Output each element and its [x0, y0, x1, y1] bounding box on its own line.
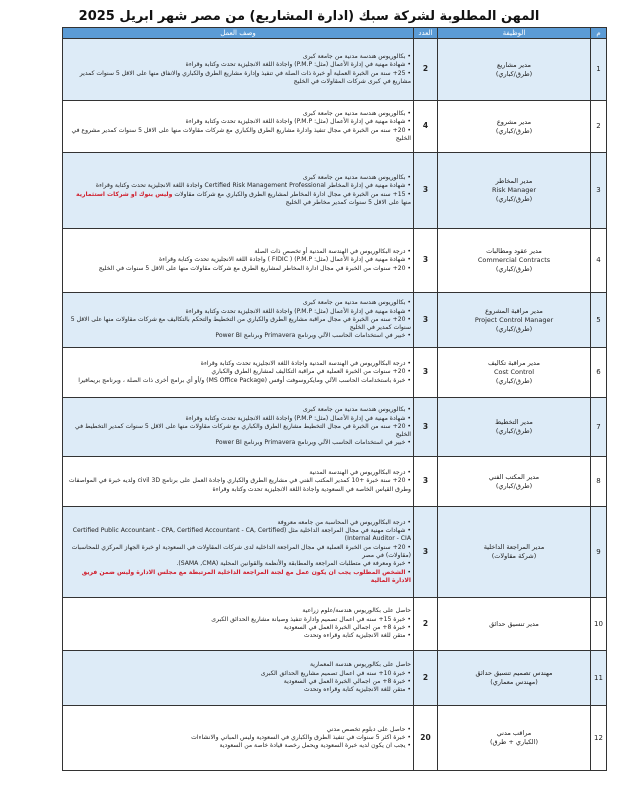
- job-title: [438, 229, 591, 293]
- row-number: 12: [591, 706, 607, 771]
- description-item: • شهادات مهنية في مجال المراجعة الداخلية مثل (Certified Public Accountant - CPA, Certified Accountant - CA, Certified Internal Auditor - CIA): [65, 527, 411, 544]
- job-title-line: مدير المراجعة الداخلية: [483, 543, 545, 551]
- row-number: 6: [591, 348, 607, 398]
- job-title-line: (طرق/كباري): [495, 427, 533, 435]
- table-row: [63, 293, 607, 348]
- table-row: [63, 229, 607, 293]
- job-description: [63, 101, 414, 153]
- description-item: • خبرة باستخدامات الحاسب الآلي ومايكروسوفت أوفس (MS Office Package) و/أو أي برامج أخرى ذات الصلة ، وبرنامج بريمافيرا: [65, 377, 411, 385]
- row-number: 9: [591, 507, 607, 598]
- table-row: [63, 398, 607, 457]
- description-item: • بكالوريوس هندسة مدنية من جامعة كبرى: [65, 53, 411, 61]
- job-title-line: مدير المخاطر: [495, 177, 533, 185]
- header-num: م: [591, 28, 607, 39]
- job-title-line: Project Control Manager: [474, 315, 554, 324]
- job-count: 2: [414, 39, 438, 101]
- job-title: [438, 706, 591, 771]
- row-number: 1: [591, 39, 607, 101]
- description-item: • شهادة مهنية في إدارة الأعمال (مثل: P.M.P) واجادة اللغة الانجليزية تحدث وكتابة وقراءة: [65, 118, 411, 126]
- description-item: • شهادة مهنية في إدارة الأعمال (مثل: P.M.P) واجادة اللغة الانجليزية تحدث وكتابة وقراءة: [65, 415, 411, 423]
- job-count: 3: [414, 293, 438, 348]
- table-row: [63, 101, 607, 153]
- job-title-line: مدير تنسيق حدائق: [489, 619, 539, 628]
- job-title: [438, 457, 591, 507]
- description-item: • خبير في استخدامات الحاسب الآلي وبرنامج Primavera وبرنامج Power BI: [65, 439, 411, 447]
- description-item: • خبرة ومعرفة في متطلبات المراجعة والمطابقة والأنظمة والقوانين المحلية (SAMA ,CMA).: [65, 560, 411, 568]
- description-item: • خبرة 10+ سنه في اعمال تصميم مشاريع الحدائق الكبرى: [65, 670, 411, 678]
- table-header-row: [63, 28, 607, 39]
- job-title-line: مدير عقود ومطالبات: [486, 247, 542, 255]
- row-number: 10: [591, 598, 607, 651]
- job-count: 3: [414, 153, 438, 229]
- job-count: 3: [414, 507, 438, 598]
- job-title-line: مدير مراقبة المشروع: [485, 306, 543, 315]
- job-title-line: Cost Control: [493, 368, 534, 376]
- job-description: [63, 507, 414, 598]
- job-title-line: مدير المكتب الفني: [488, 472, 540, 481]
- header-count: العدد: [414, 28, 438, 39]
- job-title-line: Risk Manager: [491, 186, 537, 194]
- description-item: • يجب ان يكون لديه خبرة السعودية ويحمل رخصة قيادة خاصة من السعودية: [65, 742, 411, 750]
- row-number: 7: [591, 398, 607, 457]
- job-count: 2: [414, 651, 438, 706]
- page-title: المهن المطلوبة لشركة سبك (ادارة المشاريع) من مصر شهر ابريل 2025: [78, 9, 540, 24]
- table-row: [63, 39, 607, 101]
- job-count: 2: [414, 598, 438, 651]
- job-title-line: (طرق/كباري): [495, 195, 533, 203]
- description-item: • 20+ سنوات من الخبرة العملية في مراقبة التكاليف لمشاريع الطرق والكباري: [65, 368, 411, 376]
- header-desc: وصف العمل: [63, 28, 414, 39]
- description-item: • 20+ سنه من الخبرة في مجال التخطيط مشاريع الطرق والكباري مع شركات مقاولات منها على الاقل 5 سنوات كمدير التخطيط في الخليج: [65, 423, 411, 440]
- job-title: [438, 651, 591, 706]
- job-title-line: مدير مراقبة تكاليف: [488, 359, 540, 367]
- highlighted-requirement: وليس بنوك او شركات استثمارية: [76, 190, 173, 198]
- description-item: • 20+ سنه من الخبرة في مجال مراقبة مشاريع الطرق والكباري من التخطيط والتحكم بالتكاليف مع شركات مقاولات منها على الاقل 5 سنوات كمدير في الخليج: [65, 316, 411, 333]
- row-number: 2: [591, 101, 607, 153]
- job-count: 3: [414, 457, 438, 507]
- job-title-line: (شركة مقاولات): [491, 552, 537, 560]
- description-item: • خبير في استخدامات الحاسب الآلي وبرنامج Primavera وبرنامج Power BI: [65, 332, 411, 340]
- job-description: [63, 651, 414, 706]
- job-description: [63, 706, 414, 771]
- description-item: • شهادة مهنية في إدارة الأعمال (مثل: P.M.P) ( FIDIC ) واجادة اللغة الانجليزية تحدث وكتابة وقراءة: [65, 256, 411, 264]
- job-title-line: Commercial Contracts: [477, 256, 551, 264]
- description-item: • درجة البكالوريوس في الهندسة المدنية أو تخصص ذات الصلة: [65, 248, 411, 256]
- job-description: [63, 39, 414, 101]
- jobs-table: [62, 27, 607, 771]
- job-description: [63, 229, 414, 293]
- table-row: [63, 598, 607, 651]
- highlighted-requirement: الشخص المطلوب يجب ان يكون عمل مع لجنة المراجعة الداخلية المرتبطة مع مجلس الادارة وليس ضمن فريق الادارة المالية: [81, 568, 411, 584]
- job-title-line: (الكباري + طرق): [490, 738, 538, 746]
- job-count: 3: [414, 229, 438, 293]
- description-item: [65, 569, 411, 586]
- description-item: • شهادة مهنية في إدارة الأعمال (مثل: P.M.P) واجادة اللغة الانجليزية تحدث وكتابة وقراءة: [65, 308, 411, 316]
- description-item: • 20+ سنه من الخبرة في مجال تنفيذ وادارة مشاريع الطرق والكباري مع شركات مقاولات منها على الاقل 5 سنوات كمدير مشروع في الخليج: [65, 127, 411, 144]
- job-description: [63, 598, 414, 651]
- job-title-line: (مهندس معماري): [490, 678, 538, 686]
- job-title-line: مراقب مدني: [496, 729, 532, 737]
- description-item: • بكالوريوس هندسة مدنية من جامعة كبرى: [65, 406, 411, 414]
- description-item: • درجة البكالوريوس في الهندسة المدنية واجادة اللغة الانجليزية تحدث وكتابة وقراءة: [65, 360, 411, 368]
- description-item: • متقن للغة الانجليزية كتابة وقراءه وتحدث: [65, 632, 411, 640]
- description-item: • بكالوريوس هندسة مدنية من جامعة كبرى: [65, 110, 411, 118]
- job-title-line: (طرق/كباري): [495, 324, 533, 333]
- description-item: • درجة البكالوريوس في المحاسبة من جامعه معروفة: [65, 519, 411, 527]
- job-title: [438, 348, 591, 398]
- row-number: 11: [591, 651, 607, 706]
- description-item: • 20+ سنة خبرة +10 كمدير المكتب الفني في مشاريع الطرق والكباري واجادة العمل على برنامج civil 3D ولديه خبرة في المواصفات وطرق القياس الخاصة في السعودية واجادة اللغة الانجليزية تحدث وكتابة وقراءة: [65, 477, 411, 494]
- description-item: • حاصل على دبلوم تخصص مدني: [65, 726, 411, 734]
- job-title-line: (طرق/كباري): [495, 265, 533, 273]
- description-item: • خبرة 15+ سنه في اعمال تصميم وادارة تنفيذ وصيانة مشاريع الحدائق الكبرى: [65, 616, 411, 624]
- description-item: • درجة البكالوريوس في الهندسة المدنية: [65, 469, 411, 477]
- job-count: 20: [414, 706, 438, 771]
- job-title: [438, 293, 591, 348]
- description-item: • متقن للغة الانجليزية كتابة وقراءه وتحدث: [65, 686, 411, 694]
- job-title-line: مهندس تصميم تنسيق حدائق: [475, 669, 553, 677]
- table-row: [63, 507, 607, 598]
- job-title-line: (طرق/كباري): [495, 126, 533, 135]
- job-title: [438, 398, 591, 457]
- row-number: 3: [591, 153, 607, 229]
- job-title-line: (طرق/كباري): [495, 69, 533, 78]
- description-item: • 15+ سنه من الخبرة في مجال ادارة المخاطر لمشاريع الطرق والكباري مع شركات مقاولات وليس بنوك او شركات استثمارية منها على الاقل 5 سنوات كمدير مخاطر في الخليج: [65, 191, 411, 208]
- description-item: • 20+ سنوات من الخبرة العملية في مجال المراجعة الداخلية لدى شركات المقاولات في السعودية او خبرة الجهاز المركزي للمحاسبات (مقاولات) في مصر: [65, 544, 411, 561]
- description-item: حاصل على بكالوريوس هندسة/علوم زراعية: [302, 607, 411, 615]
- table-row: [63, 706, 607, 771]
- description-item: • شهادة مهنية في إدارة الأعمال (مثل: P.M.P) واجادة اللغة الانجليزية تحدث وكتابة وقراءة: [65, 61, 411, 69]
- job-title: [438, 598, 591, 651]
- job-title-line: (طرق/كباري): [495, 377, 533, 385]
- row-number: 8: [591, 457, 607, 507]
- job-count: 3: [414, 398, 438, 457]
- job-title: [438, 153, 591, 229]
- job-title-line: مدير مشروع: [496, 117, 532, 126]
- job-title-line: (طرق/كباري): [495, 481, 533, 490]
- job-title: [438, 101, 591, 153]
- job-description: [63, 398, 414, 457]
- job-description: [63, 153, 414, 229]
- job-title: [438, 507, 591, 598]
- job-count: 3: [414, 348, 438, 398]
- job-title: [438, 39, 591, 101]
- job-title-line: مدير التخطيط: [495, 418, 533, 426]
- description-item: • خبرة 8+ من اجمالي الخبرة العمل في السعودية: [65, 678, 411, 686]
- description-item: • خبرة اكثر 5 سنوات في تنفيذ الطرق والكباري في السعودية وليس المباني والانشاءات: [65, 734, 411, 742]
- row-number: 5: [591, 293, 607, 348]
- header-job: الوظيفة: [438, 28, 591, 39]
- description-item: • شهادة مهنية في إدارة المخاطر Certified Risk Management Professional واجادة اللغة الانجليزية تحدث وكتابة وقراءة: [65, 182, 411, 190]
- table-row: [63, 651, 607, 706]
- description-item: • بكالوريوس هندسة مدنية من جامعة كبرى: [65, 174, 411, 182]
- description-item: • 25+ سنة من الخبرة العملية أو خبرة ذات الصلة في تنفيذ وإدارة مشاريع الطرق والكباري والانفاق منها على الاقل 5 سنوات كمدير مشاريع في كبرى شركات المقاولات في الخليج: [65, 70, 411, 87]
- job-description: [63, 293, 414, 348]
- row-number: 4: [591, 229, 607, 293]
- description-item: • 20+ سنوات من الخبرة في مجال ادارة المخاطر لمشاريع الطرق مع شركات مقاولات منها على الاقل 5 سنوات في الخليج: [65, 265, 411, 273]
- job-description: [63, 348, 414, 398]
- job-title-line: مدير مشاريع: [496, 60, 532, 69]
- job-count: 4: [414, 101, 438, 153]
- description-item: حاصل على بكالوريوس هندسة المعمارية: [310, 661, 411, 669]
- job-description: [63, 457, 414, 507]
- table-row: [63, 153, 607, 229]
- table-row: [63, 457, 607, 507]
- description-item: • خبرة 8+ من اجمالي الخبرة العمل في السعودية: [65, 624, 411, 632]
- description-item: • بكالوريوس هندسة مدنية من جامعة كبرى: [65, 299, 411, 307]
- table-row: [63, 348, 607, 398]
